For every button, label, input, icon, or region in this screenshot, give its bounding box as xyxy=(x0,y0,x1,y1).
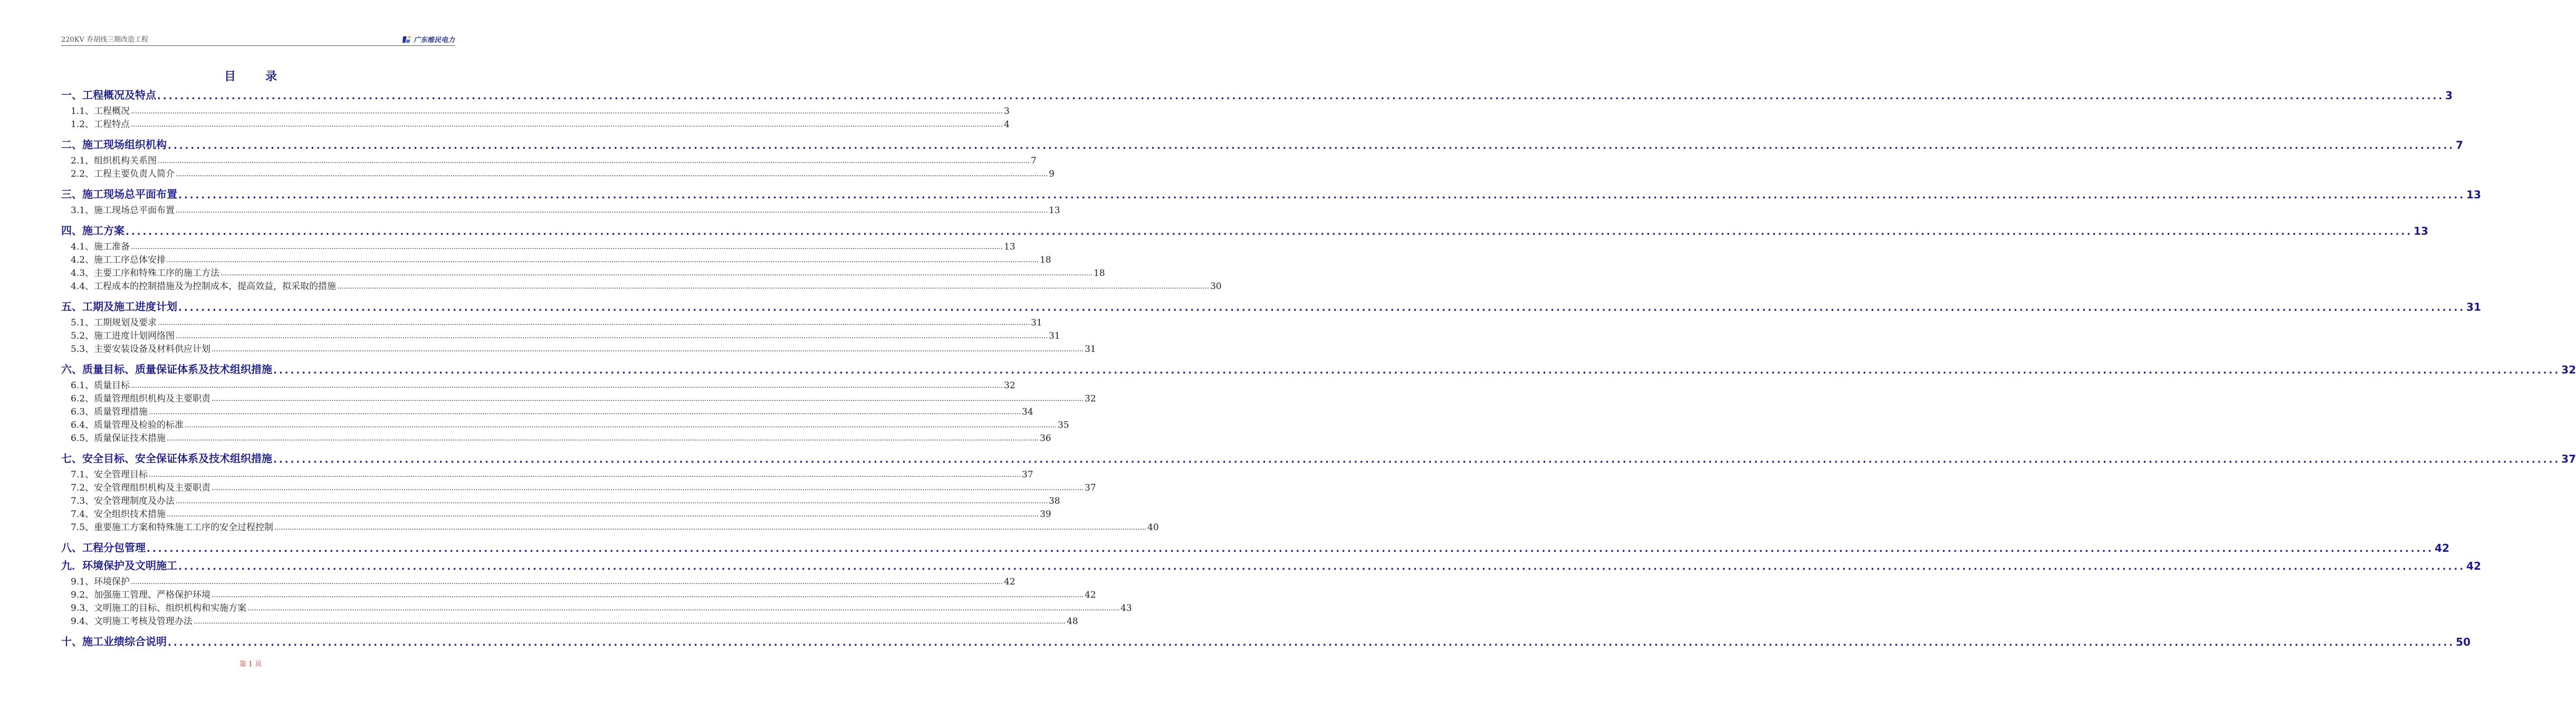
toc-chapter-entry[interactable] xyxy=(61,557,2481,572)
toc-entry-title: 四、施工方案 xyxy=(61,224,125,237)
toc-entry-title: 6.5、质量保证技术措施 xyxy=(71,433,166,444)
toc-entry-page: 7 xyxy=(1030,156,1037,166)
toc-entry-page: 13 xyxy=(2466,188,2481,201)
toc-entry-title: 九．环境保护及文明施工 xyxy=(61,559,177,572)
toc-entry-page: 34 xyxy=(1021,407,1033,417)
toc-section-entry[interactable] xyxy=(71,418,1069,430)
toc-entry-page: 37 xyxy=(2561,453,2576,465)
toc-section-entry[interactable] xyxy=(71,239,1016,252)
toc-section-entry[interactable] xyxy=(71,315,1042,328)
toc-leader-dots: ................................................................................................................................................................................................................................................................................................................................................................................................................ xyxy=(221,270,1093,277)
toc-section-entry[interactable] xyxy=(71,342,1096,354)
toc-entry-title: 2.2、工程主要负责人简介 xyxy=(71,169,175,179)
toc-entry-title: 十、施工业绩综合说明 xyxy=(61,635,167,648)
toc-entry-page: 31 xyxy=(2466,301,2481,313)
toc-entry-page: 39 xyxy=(1039,509,1051,520)
toc-entry-title: 二、施工现场组织机构 xyxy=(61,138,167,151)
toc-leader-dots: ................................................................................................................................................................................................................................................................................................................................................................................................................ xyxy=(149,471,1021,479)
toc-entry-page: 43 xyxy=(1120,603,1132,614)
toc-entry-page: 3 xyxy=(2445,89,2453,102)
toc-chapter-entry[interactable] xyxy=(61,633,2470,648)
toc-entry-page: 13 xyxy=(1048,205,1060,216)
toc-leader-dots: ................................................................................................................................................................................................................................................................................................................................................................................................................ xyxy=(194,618,1066,626)
header-project-name: 220KV 乔胡线三期改造工程 xyxy=(61,36,149,44)
toc-leader-dots: ................................................................................................................................................................................................................................................................................................................................................................................................................ xyxy=(212,395,1084,403)
toc-leader-dots: ................................................................................................................................................................................................................................................................................................................................................................................................................ xyxy=(158,157,1030,165)
toc-entry-title: 9.1、环境保护 xyxy=(71,577,130,587)
toc-section-entry[interactable] xyxy=(71,481,1096,493)
toc-entry-page: 18 xyxy=(1093,268,1105,279)
toc-leader-dots: ................................................................................................................................................................................................................................................................................................................................................................................................................ xyxy=(273,454,2561,465)
toc-section-entry[interactable] xyxy=(71,467,1033,480)
toc-leader-dots: ................................................................................................................................................................................................................................................................................................................................................................................................................ xyxy=(176,497,1048,505)
toc-chapter-entry[interactable] xyxy=(61,449,2576,465)
toc-leader-dots: ................................................................................................................................................................................................................................................................................................................................................................................................................ xyxy=(131,108,1003,116)
toc-leader-dots: ................................................................................................................................................................................................................................................................................................................................................................................................................ xyxy=(167,435,1039,443)
toc-leader-dots: ................................................................................................................................................................................................................................................................................................................................................................................................................ xyxy=(149,408,1021,416)
toc-entry-title: 一、工程概况及特点 xyxy=(61,89,156,101)
toc-section-entry[interactable] xyxy=(71,279,1222,292)
toc-chapter-entry[interactable] xyxy=(61,136,2464,151)
toc-entry-page: 31 xyxy=(1048,331,1060,341)
toc-leader-dots: ................................................................................................................................................................................................................................................................................................................................................................................................................ xyxy=(212,591,1084,599)
toc-entry-title: 5.1、工期规划及要求 xyxy=(71,318,157,328)
toc-entry-page: 18 xyxy=(1039,255,1051,265)
page-footer: 第 1 页 xyxy=(239,660,262,668)
toc-section-entry[interactable] xyxy=(71,104,1010,117)
toc-entry-title: 八、工程分包管理 xyxy=(61,541,146,554)
toc-entry-title: 7.4、安全组织技术措施 xyxy=(71,509,166,520)
toc-leader-dots: ................................................................................................................................................................................................................................................................................................................................................................................................................ xyxy=(178,561,2466,572)
toc-entry-title: 9.2、加强施工管理、严格保护环境 xyxy=(71,590,211,600)
toc-entry-title: 7.5、重要施工方案和特殊施工工序的安全过程控制 xyxy=(71,522,274,533)
toc-leader-dots: ................................................................................................................................................................................................................................................................................................................................................................................................................ xyxy=(178,302,2466,313)
toc-entry-page: 42 xyxy=(1084,590,1096,600)
toc-leader-dots: ................................................................................................................................................................................................................................................................................................................................................................................................................ xyxy=(274,524,1146,532)
toc-entry-page: 36 xyxy=(1039,433,1051,444)
toc-chapter-entry[interactable] xyxy=(61,360,2576,376)
header-company-name: 广东维民电力 xyxy=(413,36,455,44)
toc-entry-title: 7.1、安全管理目标 xyxy=(71,470,148,480)
toc-section-entry[interactable] xyxy=(71,117,1010,130)
toc-entry-title: 4.4、工程成本的控制措施及为控制成本，提高效益，拟采取的措施 xyxy=(71,281,337,292)
toc-entry-page: 7 xyxy=(2456,139,2464,151)
toc-leader-dots: ................................................................................................................................................................................................................................................................................................................................................................................................................ xyxy=(337,283,1209,291)
toc-leader-dots: ................................................................................................................................................................................................................................................................................................................................................................................................................ xyxy=(158,319,1030,327)
toc-entry-title: 六、质量目标、质量保证体系及技术组织措施 xyxy=(61,363,272,376)
toc-leader-dots: ................................................................................................................................................................................................................................................................................................................................................................................................................ xyxy=(176,332,1048,340)
toc-leader-dots: ................................................................................................................................................................................................................................................................................................................................................................................................................ xyxy=(178,190,2466,201)
toc-leader-dots: ................................................................................................................................................................................................................................................................................................................................................................................................................ xyxy=(131,121,1003,129)
toc-section-entry[interactable] xyxy=(71,614,1078,627)
company-logo-icon xyxy=(402,35,411,44)
toc-section-entry[interactable] xyxy=(71,574,1016,587)
toc-section-entry[interactable] xyxy=(71,266,1105,279)
toc-entry-page: 4 xyxy=(1003,119,1010,130)
toc-entry-title: 4.2、施工工序总体安排 xyxy=(71,255,166,265)
page-header xyxy=(61,34,455,46)
toc-section-entry[interactable] xyxy=(71,507,1051,520)
toc-entry-title: 9.3、文明施工的目标、组织机构和实施方案 xyxy=(71,603,247,614)
toc-leader-dots: ................................................................................................................................................................................................................................................................................................................................................................................................................ xyxy=(157,91,2445,102)
toc-entry-page: 31 xyxy=(1084,344,1096,354)
toc-leader-dots: ................................................................................................................................................................................................................................................................................................................................................................................................................ xyxy=(131,382,1003,390)
toc-section-entry[interactable] xyxy=(71,167,1055,179)
toc-title-char-1: 目 xyxy=(224,70,236,83)
toc-entry-page: 3 xyxy=(1003,106,1010,117)
toc-leader-dots: ................................................................................................................................................................................................................................................................................................................................................................................................................ xyxy=(167,511,1039,519)
toc-entry-title: 1.2、工程特点 xyxy=(71,119,130,130)
toc-entry-page: 30 xyxy=(1210,281,1222,292)
toc-entry-title: 7.2、安全管理组织机构及主要职责 xyxy=(71,483,211,493)
toc-entry-page: 37 xyxy=(1021,470,1033,480)
toc-entry-title: 6.3、质量管理措施 xyxy=(71,407,148,417)
toc-entry-title: 4.3、主要工序和特殊工序的施工方法 xyxy=(71,268,220,279)
toc-title xyxy=(0,68,501,84)
toc-entry-title: 七、安全目标、安全保证体系及技术组织措施 xyxy=(61,452,272,465)
toc-leader-dots: ................................................................................................................................................................................................................................................................................................................................................................................................................ xyxy=(131,243,1003,251)
toc-leader-dots: ................................................................................................................................................................................................................................................................................................................................................................................................................ xyxy=(212,346,1084,353)
toc-chapter-entry[interactable] xyxy=(61,539,2449,554)
toc-entry-title: 3.1、施工现场总平面布置 xyxy=(71,205,175,216)
toc-section-entry[interactable] xyxy=(71,431,1051,444)
toc-section-entry[interactable] xyxy=(71,391,1096,404)
toc-entry-title: 6.2、质量管理组织机构及主要职责 xyxy=(71,394,211,404)
toc-entry-title: 1.1、工程概况 xyxy=(71,106,130,117)
toc-leader-dots: ................................................................................................................................................................................................................................................................................................................................................................................................................ xyxy=(176,170,1048,178)
toc-section-entry[interactable] xyxy=(71,329,1060,341)
toc-chapter-entry[interactable] xyxy=(61,298,2481,313)
toc-entry-page: 42 xyxy=(2466,560,2481,572)
toc-entry-page: 50 xyxy=(2456,636,2470,648)
toc-leader-dots: ................................................................................................................................................................................................................................................................................................................................................................................................................ xyxy=(273,365,2561,376)
toc-entry-page: 40 xyxy=(1147,522,1159,533)
toc-leader-dots: ................................................................................................................................................................................................................................................................................................................................................................................................................ xyxy=(167,256,1039,264)
toc-chapter-entry[interactable] xyxy=(61,86,2453,102)
toc-section-entry[interactable] xyxy=(71,405,1033,417)
toc-entry-page: 13 xyxy=(1003,242,1016,252)
toc-entry-title: 9.4、文明施工考核及管理办法 xyxy=(71,616,193,627)
toc-entry-page: 42 xyxy=(2435,542,2449,554)
toc-entry-title: 6.1、质量目标 xyxy=(71,380,130,391)
toc-entry-page: 35 xyxy=(1057,420,1069,430)
toc-section-entry[interactable] xyxy=(71,203,1060,216)
toc-entry-page: 9 xyxy=(1048,169,1055,179)
toc-leader-dots: ................................................................................................................................................................................................................................................................................................................................................................................................................ xyxy=(131,578,1003,586)
toc-leader-dots: ................................................................................................................................................................................................................................................................................................................................................................................................................ xyxy=(176,207,1048,215)
toc-leader-dots: ................................................................................................................................................................................................................................................................................................................................................................................................................ xyxy=(168,140,2455,151)
toc-section-entry[interactable] xyxy=(71,601,1132,614)
toc-entry-title: 7.3、安全管理制度及办法 xyxy=(71,496,175,506)
toc-leader-dots: ................................................................................................................................................................................................................................................................................................................................................................................................................ xyxy=(126,226,2413,237)
toc-chapter-entry[interactable] xyxy=(61,222,2428,237)
toc-entry-title: 五、工期及施工进度计划 xyxy=(61,300,177,313)
toc-entry-page: 38 xyxy=(1048,496,1060,506)
toc-entry-page: 42 xyxy=(1003,577,1016,587)
toc-section-entry[interactable] xyxy=(71,494,1060,506)
toc-section-entry[interactable] xyxy=(71,520,1159,533)
toc-section-entry[interactable] xyxy=(71,588,1096,600)
toc-chapter-entry[interactable] xyxy=(61,185,2481,201)
toc-entry-title: 5.3、主要安装设备及材料供应计划 xyxy=(71,344,211,354)
toc-entry-title: 5.2、施工进度计划网络图 xyxy=(71,331,175,341)
toc-section-entry[interactable] xyxy=(71,378,1016,391)
toc-section-entry[interactable] xyxy=(71,154,1037,166)
toc-leader-dots: ................................................................................................................................................................................................................................................................................................................................................................................................................ xyxy=(247,605,1119,612)
company-logo xyxy=(402,34,455,44)
toc-leader-dots: ................................................................................................................................................................................................................................................................................................................................................................................................................ xyxy=(185,421,1057,429)
toc-entry-title: 4.1、施工准备 xyxy=(71,242,130,252)
toc-title-char-2: 录 xyxy=(265,70,277,83)
toc-leader-dots: ................................................................................................................................................................................................................................................................................................................................................................................................................ xyxy=(212,484,1084,492)
toc-entry-page: 32 xyxy=(2561,363,2576,376)
toc-leader-dots: ................................................................................................................................................................................................................................................................................................................................................................................................................ xyxy=(147,543,2434,554)
toc-entry-page: 31 xyxy=(1030,318,1042,328)
toc-entry-page: 32 xyxy=(1084,394,1096,404)
toc-entry-title: 6.4、质量管理及检验的标准 xyxy=(71,420,184,430)
toc-entry-title: 2.1、组织机构关系图 xyxy=(71,156,157,166)
toc-entry-page: 37 xyxy=(1084,483,1096,493)
toc-entry-title: 三、施工现场总平面布置 xyxy=(61,188,177,200)
toc-entry-page: 32 xyxy=(1003,380,1016,391)
toc-entry-page: 48 xyxy=(1066,616,1078,627)
toc-entry-page: 13 xyxy=(2414,225,2428,237)
toc-leader-dots: ................................................................................................................................................................................................................................................................................................................................................................................................................ xyxy=(168,637,2455,648)
toc-section-entry[interactable] xyxy=(71,253,1051,265)
